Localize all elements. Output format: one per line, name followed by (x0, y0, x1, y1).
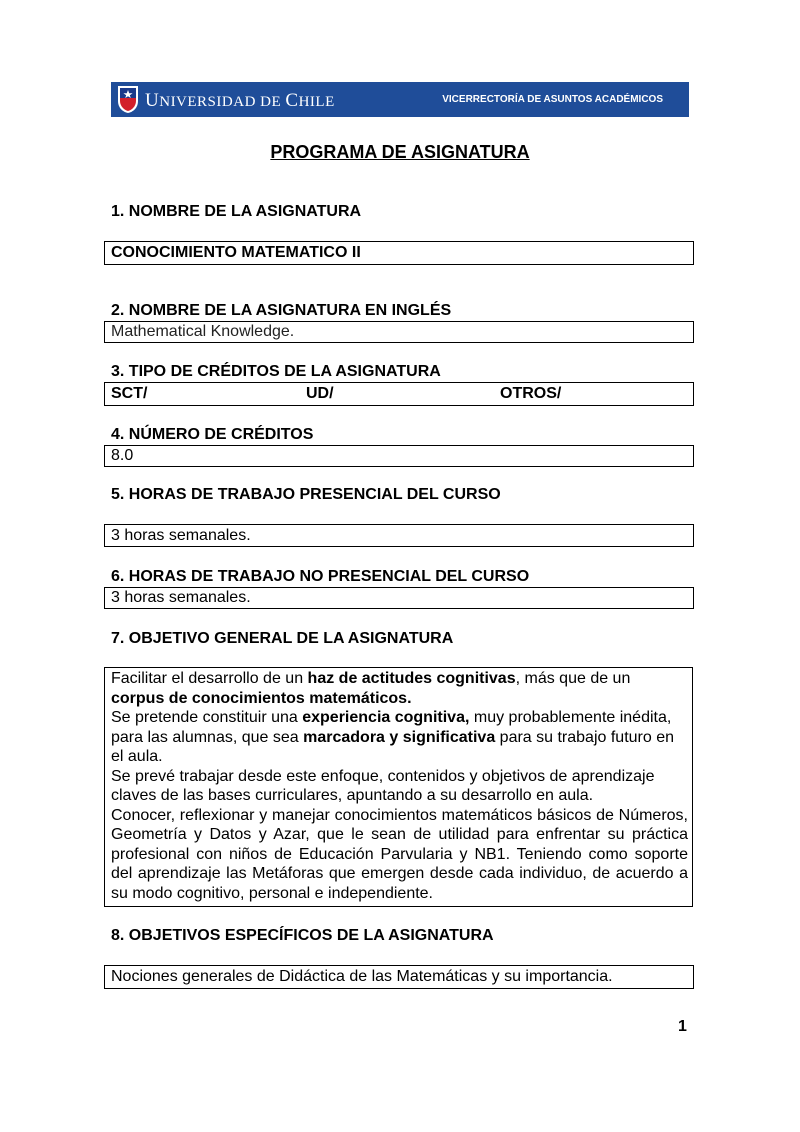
section-7-heading: 7. OBJETIVO GENERAL DE LA ASIGNATURA (111, 630, 454, 647)
credit-type-field (104, 382, 694, 406)
objective-paragraph-1: Facilitar el desarrollo de un haz de actitudes cognitivas, más que de un corpus de conocimientos matemáticos. (111, 670, 631, 707)
presencial-hours-field: 3 horas semanales. (104, 524, 694, 547)
credit-ud: UD/ (306, 385, 334, 402)
section-8-heading: 8. OBJETIVOS ESPECÍFICOS DE LA ASIGNATURA (111, 927, 494, 944)
section-1-heading: 1. NOMBRE DE LA ASIGNATURA (111, 203, 362, 220)
english-name-field: Mathematical Knowledge. (104, 321, 694, 343)
specific-objectives-field: Nociones generales de Didáctica de las Matemáticas y su importancia. (104, 965, 694, 989)
subject-name-field: CONOCIMIENTO MATEMATICO II (104, 241, 694, 265)
page-title: PROGRAMA DE ASIGNATURA (270, 142, 530, 162)
university-name: UNIVERSIDAD DE CHILE (145, 90, 335, 111)
section-6-heading: 6. HORAS DE TRABAJO NO PRESENCIAL DEL CURSO (111, 568, 530, 585)
objective-paragraph-3: Se prevé trabajar desde este enfoque, contenidos y objetivos de aprendizaje claves de las bases curriculares, apuntando a su desarrollo en aula. (111, 767, 655, 804)
credit-otros: OTROS/ (500, 385, 562, 402)
vicerrectoria-label: VICERRECTORÍA DE ASUNTOS ACADÉMICOS (442, 94, 663, 105)
non-presencial-hours-field: 3 horas semanales. (104, 587, 694, 609)
section-5-heading: 5. HORAS DE TRABAJO PRESENCIAL DEL CURSO (111, 486, 501, 503)
section-4-heading: 4. NÚMERO DE CRÉDITOS (111, 426, 314, 443)
credit-number-field: 8.0 (104, 445, 694, 467)
section-2-heading: 2. NOMBRE DE LA ASIGNATURA EN INGLÉS (111, 302, 452, 319)
general-objective-box (104, 667, 693, 907)
header-banner (111, 82, 689, 117)
page-number: 1 (678, 1018, 687, 1035)
credit-sct: SCT/ (111, 385, 148, 402)
section-3-heading: 3. TIPO DE CRÉDITOS DE LA ASIGNATURA (111, 363, 441, 380)
objective-paragraph-4: Conocer, reflexionar y manejar conocimientos matemáticos básicos de Números, Geometría y Datos y Azar, que le sean de utilidad para enfrentar su práctica profesional con niños de Educación Parvularia y NB1. Teniendo como soporte del aprendizaje las Metáforas que emergen desde cada individuo, de acuerdo a su modo cognitivo, personal e independiente. (111, 806, 688, 902)
objective-paragraph-2: Se pretende constituir una experiencia cognitiva, muy probablemente inédita, para las alumnas, que sea marcadora y significativa para su trabajo futuro en el aula. (111, 709, 674, 765)
university-shield-icon (117, 85, 139, 114)
